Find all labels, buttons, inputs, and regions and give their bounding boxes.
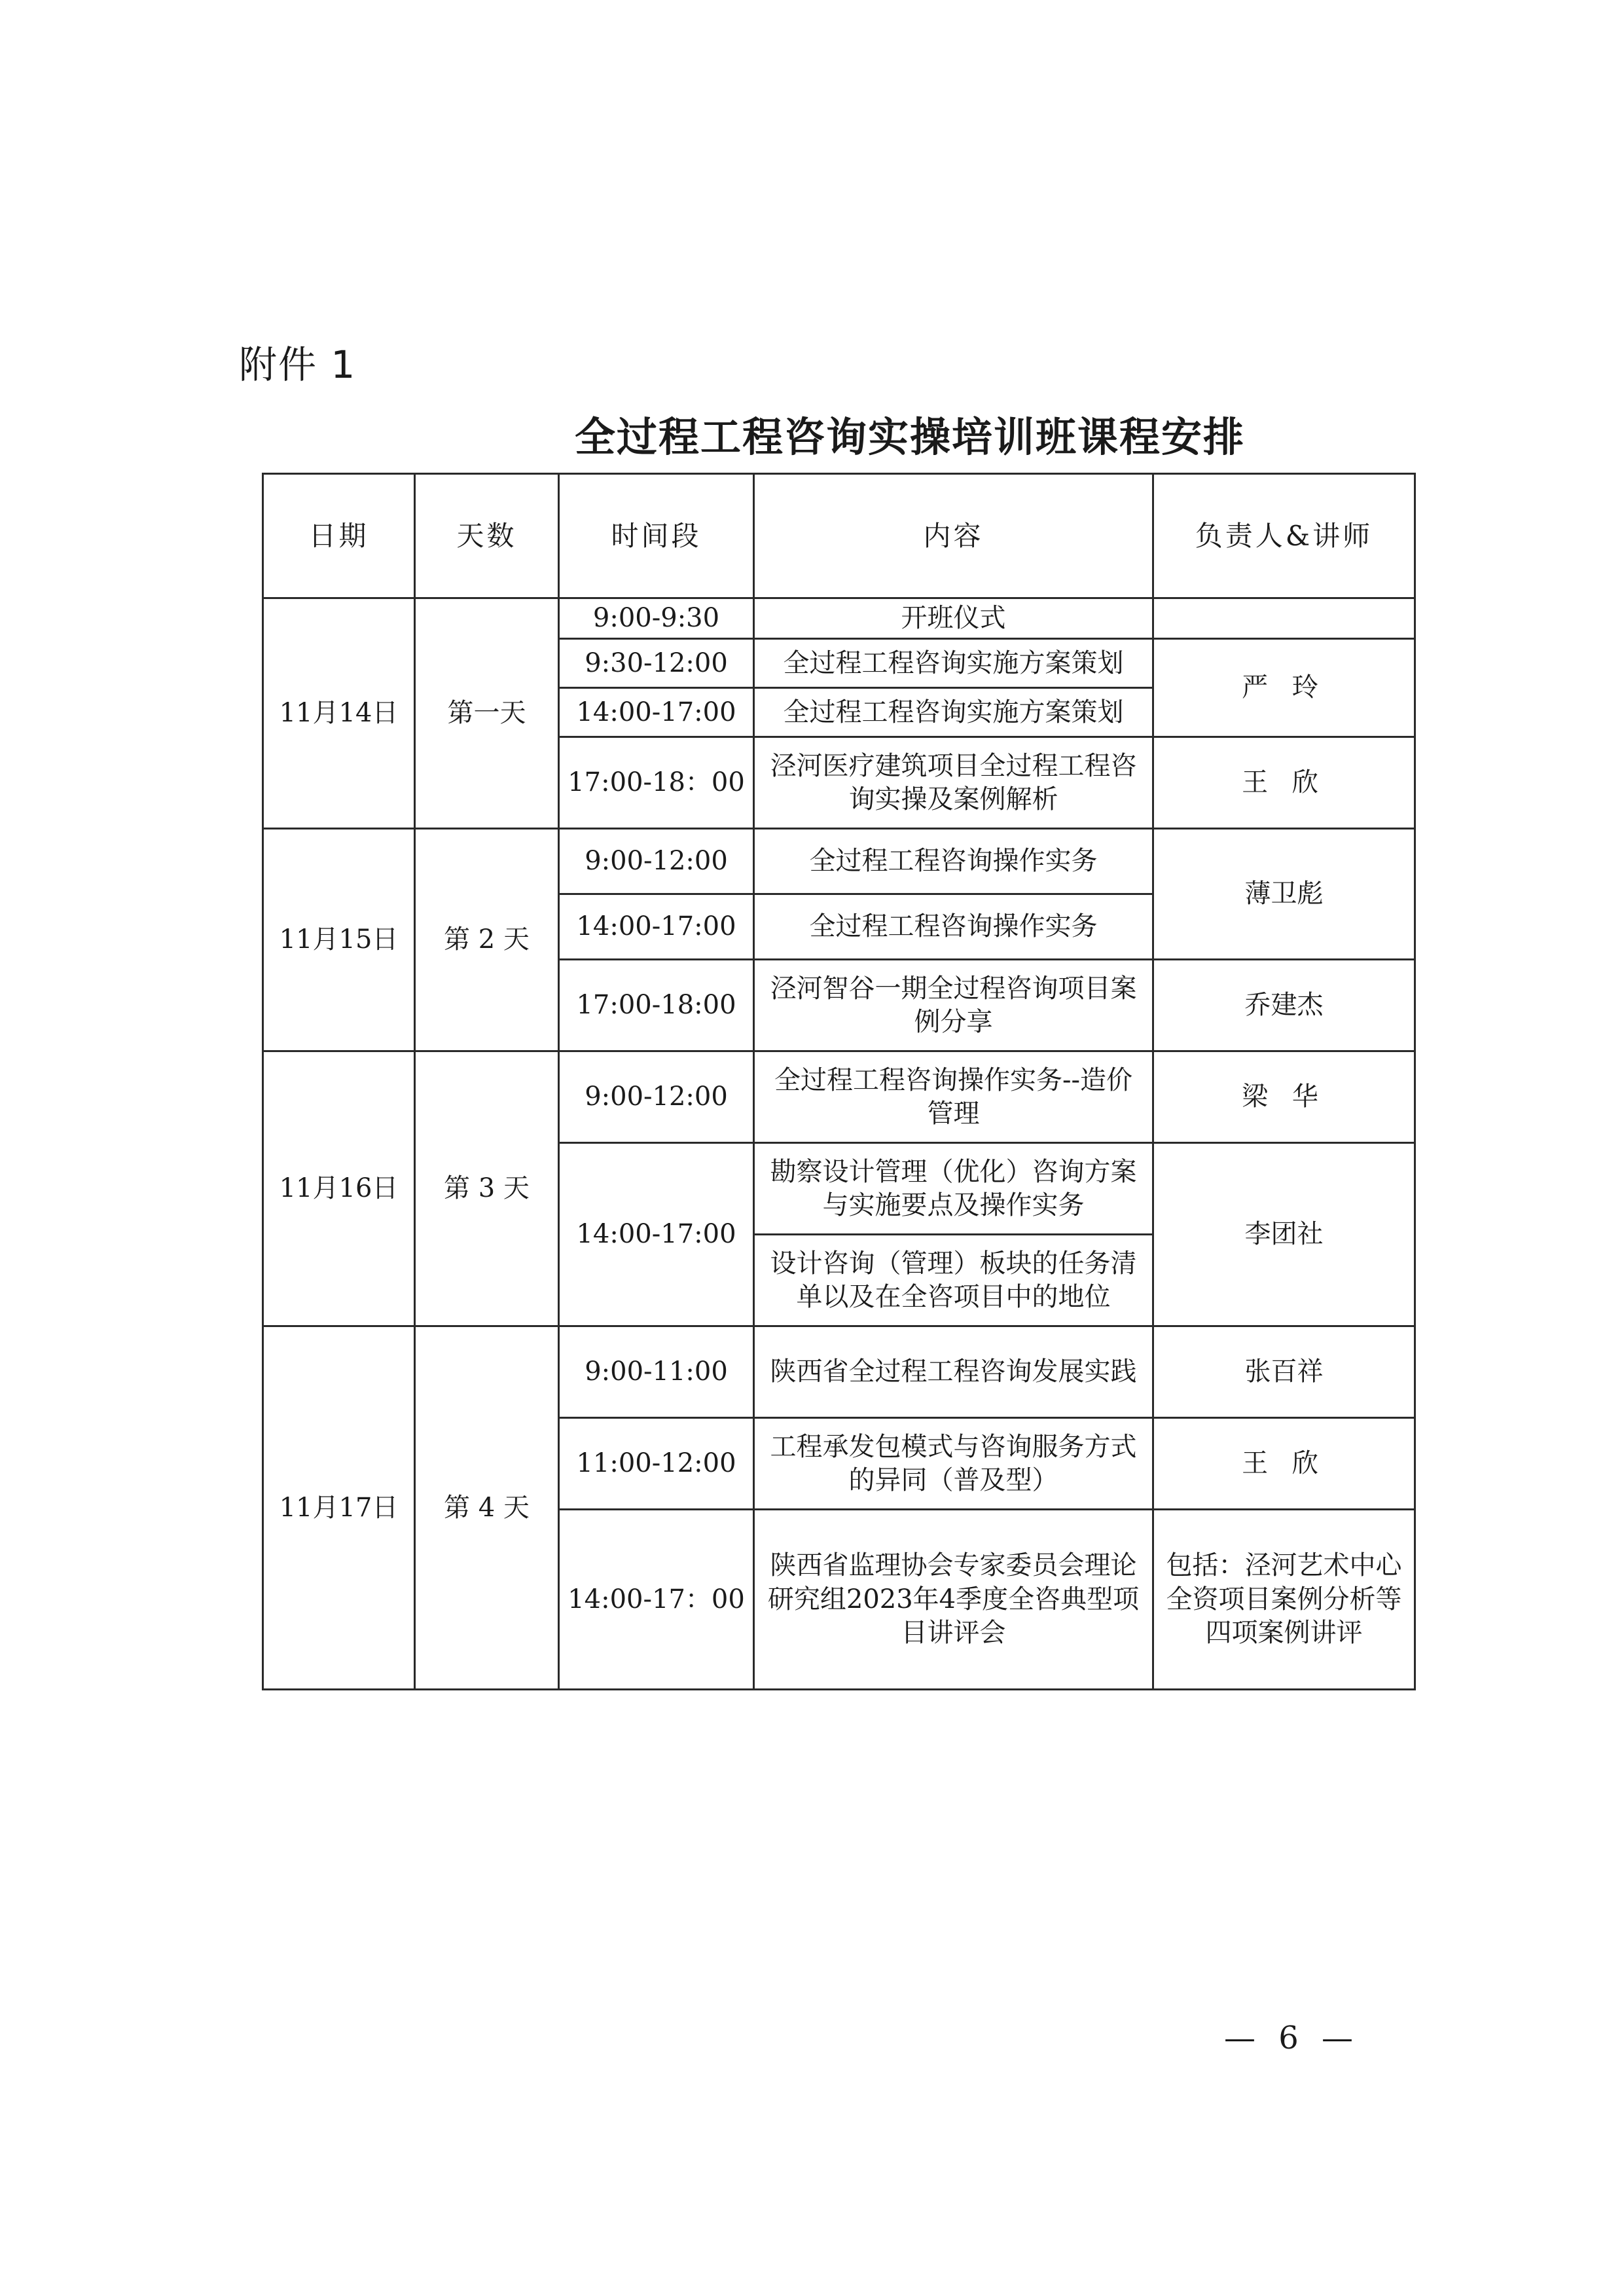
content-cell: 泾河智谷一期全过程咨询项目案例分享 xyxy=(754,960,1153,1051)
content-cell: 设计咨询（管理）板块的任务清单以及在全咨项目中的地位 xyxy=(754,1235,1153,1326)
content-cell: 勘察设计管理（优化）咨询方案与实施要点及操作实务 xyxy=(754,1143,1153,1235)
lecturer-cell: 严 玲 xyxy=(1153,639,1415,737)
time-cell: 17:00-18:00 xyxy=(559,960,754,1051)
table-header-row xyxy=(263,474,1415,598)
content-cell: 全过程工程咨询操作实务 xyxy=(754,829,1153,894)
time-cell: 9:00-11:00 xyxy=(559,1326,754,1418)
time-cell: 14:00-17：00 xyxy=(559,1510,754,1690)
content-cell: 陕西省监理协会专家委员会理论研究组2023年4季度全咨典型项目讲评会 xyxy=(754,1510,1153,1690)
content-cell: 全过程工程咨询实施方案策划 xyxy=(754,688,1153,737)
date-cell: 11月16日 xyxy=(263,1051,415,1326)
lecturer-cell: 王 欣 xyxy=(1153,1418,1415,1510)
time-cell: 14:00-17:00 xyxy=(559,1143,754,1326)
lecturer-cell: 王 欣 xyxy=(1153,737,1415,829)
content-cell: 开班仪式 xyxy=(754,598,1153,639)
time-cell: 14:00-17:00 xyxy=(559,688,754,737)
date-cell: 11月17日 xyxy=(263,1326,415,1690)
page-number: — 6 — xyxy=(1224,2020,1360,2056)
content-cell: 陕西省全过程工程咨询发展实践 xyxy=(754,1326,1153,1418)
header-date: 日期 xyxy=(263,474,415,598)
day-cell: 第 3 天 xyxy=(415,1051,559,1326)
time-cell: 11:00-12:00 xyxy=(559,1418,754,1510)
content-cell: 全过程工程咨询实施方案策划 xyxy=(754,639,1153,688)
attachment-label: 附件 1 xyxy=(239,342,357,387)
lecturer-cell: 李团社 xyxy=(1153,1143,1415,1326)
content-cell: 全过程工程咨询操作实务--造价管理 xyxy=(754,1051,1153,1143)
lecturer-cell: 包括：泾河艺术中心全资项目案例分析等四项案例讲评 xyxy=(1153,1510,1415,1690)
table-row xyxy=(263,1051,1415,1143)
lecturer-cell xyxy=(1153,598,1415,639)
time-cell: 17:00-18：00 xyxy=(559,737,754,829)
header-time: 时间段 xyxy=(559,474,754,598)
lecturer-cell: 薄卫彪 xyxy=(1153,829,1415,960)
date-cell: 11月15日 xyxy=(263,829,415,1051)
content-cell: 泾河医疗建筑项目全过程工程咨询实操及案例解析 xyxy=(754,737,1153,829)
table-row xyxy=(263,1326,1415,1418)
schedule-table xyxy=(262,473,1416,1690)
document-title: 全过程工程咨询实操培训班课程安排 xyxy=(574,413,1245,461)
table-row xyxy=(263,598,1415,639)
day-cell: 第一天 xyxy=(415,598,559,829)
time-cell: 9:30-12:00 xyxy=(559,639,754,688)
time-cell: 9:00-9:30 xyxy=(559,598,754,639)
content-cell: 全过程工程咨询操作实务 xyxy=(754,894,1153,960)
time-cell: 14:00-17:00 xyxy=(559,894,754,960)
day-cell: 第 2 天 xyxy=(415,829,559,1051)
header-content: 内容 xyxy=(754,474,1153,598)
time-cell: 9:00-12:00 xyxy=(559,1051,754,1143)
header-lecturer: 负责人&讲师 xyxy=(1153,474,1415,598)
table-row xyxy=(263,829,1415,894)
lecturer-cell: 张百祥 xyxy=(1153,1326,1415,1418)
date-cell: 11月14日 xyxy=(263,598,415,829)
day-cell: 第 4 天 xyxy=(415,1326,559,1690)
lecturer-cell: 梁 华 xyxy=(1153,1051,1415,1143)
lecturer-cell: 乔建杰 xyxy=(1153,960,1415,1051)
header-day: 天数 xyxy=(415,474,559,598)
time-cell: 9:00-12:00 xyxy=(559,829,754,894)
content-cell: 工程承发包模式与咨询服务方式的异同（普及型） xyxy=(754,1418,1153,1510)
